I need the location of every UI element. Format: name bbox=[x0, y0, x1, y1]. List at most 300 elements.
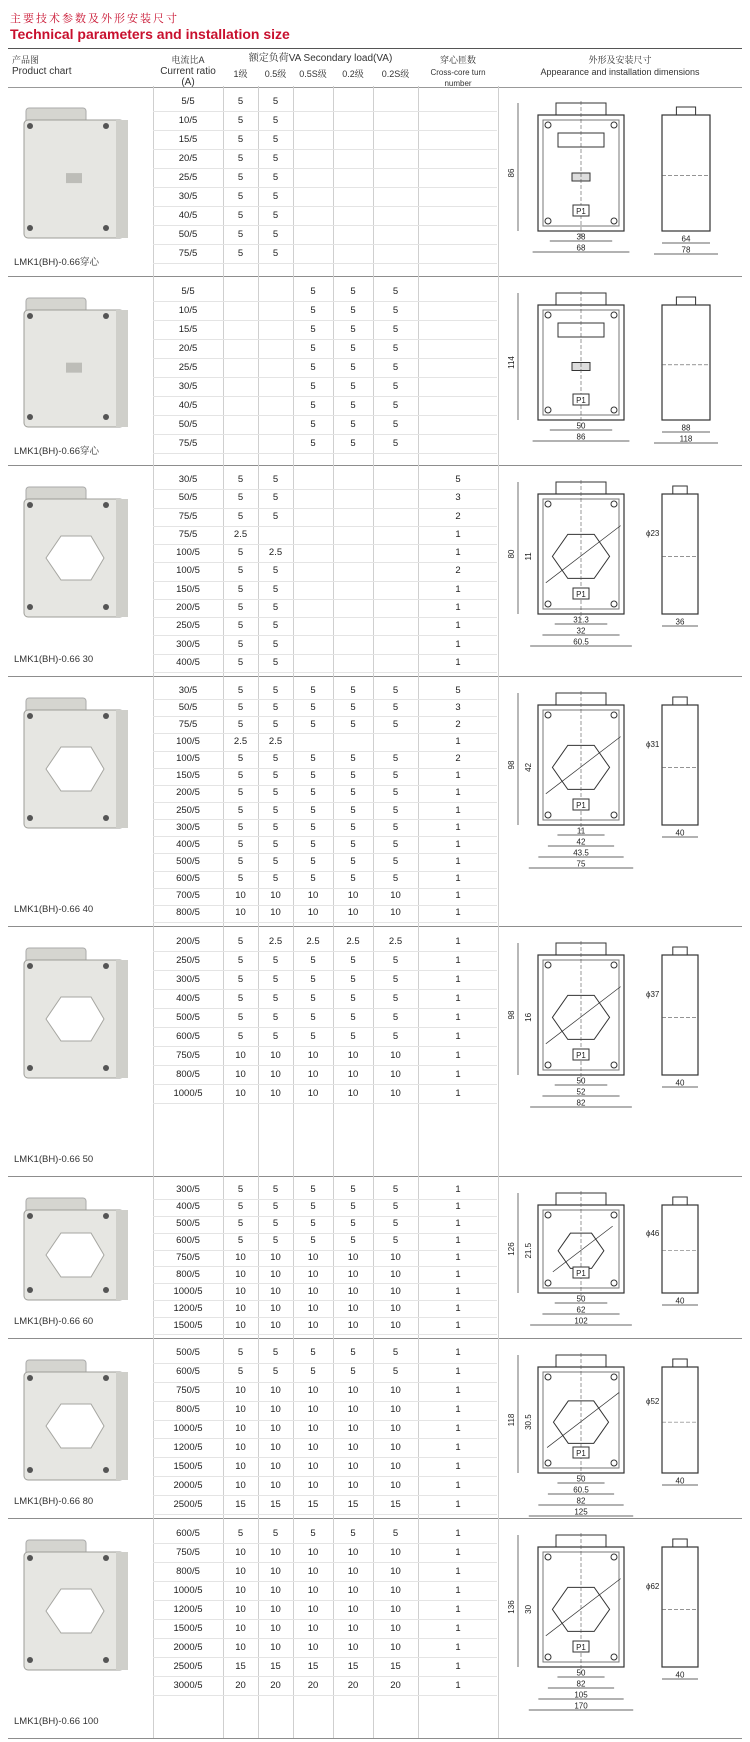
table-cell: 1 bbox=[455, 954, 461, 966]
header-dims-cn: 外形及安装尺寸 bbox=[588, 55, 652, 65]
dimension-label: 50 bbox=[576, 1294, 586, 1304]
table-cell: 10 bbox=[235, 1479, 246, 1491]
table-cell: 10 bbox=[390, 1641, 401, 1653]
table-cell: 5 bbox=[310, 787, 316, 799]
dimension-label: 62 bbox=[576, 1305, 586, 1315]
table-cell: 10 bbox=[270, 1385, 281, 1397]
table-cell: 10 bbox=[307, 1251, 319, 1263]
dimension-label: ϕ46 bbox=[646, 1228, 660, 1238]
table-cell: 2.5 bbox=[233, 735, 248, 747]
table-cell: 5 bbox=[350, 1201, 356, 1213]
table-cell: 10 bbox=[270, 1302, 281, 1314]
table-cell: 5 bbox=[392, 718, 399, 730]
table-cell: 1 bbox=[455, 1603, 461, 1615]
table-cell: 2 bbox=[455, 718, 461, 730]
table-cell: 50/5 bbox=[178, 228, 198, 240]
table-cell: 10 bbox=[390, 890, 401, 902]
table-cell: 600/5 bbox=[176, 1527, 200, 1539]
table-cell: 5 bbox=[392, 1218, 399, 1230]
table-cell: 10 bbox=[347, 1441, 359, 1453]
dimension-label: 80 bbox=[507, 549, 516, 559]
dimension-label: 38 bbox=[576, 232, 586, 242]
table-cell: 5 bbox=[237, 873, 244, 885]
table-cell: 5 bbox=[392, 973, 399, 985]
product-section bbox=[8, 465, 742, 677]
table-cell: 5 bbox=[237, 770, 244, 782]
table-cell: 1 bbox=[455, 804, 461, 816]
table-cell: 10 bbox=[270, 1565, 281, 1577]
table-cell: 300/5 bbox=[176, 973, 200, 985]
table-cell: 10 bbox=[307, 1441, 319, 1453]
table-cell: 10 bbox=[270, 1546, 281, 1558]
table-cell: 5 bbox=[310, 1011, 316, 1023]
model-name: LMK1(BH)-0.66 50 bbox=[14, 1154, 94, 1165]
dimension-label: 75 bbox=[576, 859, 586, 869]
table-cell: 5 bbox=[310, 1184, 316, 1196]
table-cell: 5 bbox=[350, 380, 356, 392]
table-cell: 20 bbox=[390, 1679, 401, 1691]
table-cell: 1200/5 bbox=[173, 1441, 203, 1453]
product-section bbox=[8, 1176, 742, 1339]
table-cell: 5 bbox=[392, 787, 399, 799]
table-cell: 5 bbox=[272, 701, 279, 713]
table-cell: 5 bbox=[272, 492, 279, 504]
table-cell: 5 bbox=[310, 1030, 316, 1042]
table-cell: 1200/5 bbox=[173, 1603, 203, 1615]
table-cell: 10 bbox=[347, 890, 359, 902]
dimension-label: 68 bbox=[576, 243, 586, 253]
table-cell: 10 bbox=[270, 1622, 281, 1634]
table-cell: 5 bbox=[237, 228, 244, 240]
row-divider bbox=[153, 922, 497, 923]
table-cell: 10 bbox=[307, 1622, 319, 1634]
table-cell: 5 bbox=[272, 1011, 279, 1023]
dimension-label: 136 bbox=[507, 1600, 516, 1614]
table-cell: 5 bbox=[392, 304, 399, 316]
table-cell: 5 bbox=[392, 399, 399, 411]
table-cell: 1500/5 bbox=[173, 1622, 203, 1634]
table-cell: 20/5 bbox=[178, 152, 198, 164]
table-cell: 5 bbox=[350, 1527, 356, 1539]
table-cell: 5 bbox=[237, 492, 244, 504]
table-cell: 10 bbox=[390, 1441, 401, 1453]
table-cell: 5 bbox=[310, 1366, 316, 1378]
dimension-label: 118 bbox=[507, 1413, 516, 1427]
table-cell: 1000/5 bbox=[173, 1422, 203, 1434]
table-cell: 1 bbox=[455, 583, 461, 595]
table-cell: 1 bbox=[455, 1546, 461, 1558]
table-cell: 1 bbox=[455, 656, 461, 668]
dimension-label: 82 bbox=[576, 1679, 586, 1689]
table-cell: 5 bbox=[237, 583, 244, 595]
table-cell: 2.5 bbox=[268, 935, 283, 947]
table-cell: 10 bbox=[307, 1285, 319, 1297]
table-cell: 5 bbox=[237, 95, 244, 107]
table-cell: 10 bbox=[390, 1584, 401, 1596]
table-cell: 300/5 bbox=[176, 821, 200, 833]
table-cell: 1 bbox=[455, 1068, 461, 1080]
table-cell: 5 bbox=[392, 992, 399, 1004]
table-cell: 5 bbox=[272, 638, 279, 650]
table-cell: 10 bbox=[235, 1422, 246, 1434]
dimension-label: P1 bbox=[576, 1643, 586, 1652]
table-cell: 1 bbox=[455, 838, 461, 850]
table-cell: 10 bbox=[347, 907, 359, 919]
table-cell: 10 bbox=[235, 1319, 246, 1331]
table-cell: 10 bbox=[390, 1068, 401, 1080]
table-cell: 10 bbox=[390, 1049, 401, 1061]
table-cell: 5 bbox=[350, 1218, 356, 1230]
table-cell: 10 bbox=[307, 890, 319, 902]
dimension-drawing bbox=[502, 283, 742, 463]
table-cell: 10 bbox=[270, 1404, 281, 1416]
table-cell: 1 bbox=[455, 1498, 461, 1510]
table-cell: 5 bbox=[272, 770, 279, 782]
row-divider bbox=[153, 1334, 497, 1335]
table-cell: 10 bbox=[235, 1460, 246, 1472]
table-cell: 5 bbox=[272, 228, 279, 240]
header-dims-en: Appearance and installation dimensions bbox=[540, 67, 700, 77]
table-cell: 5 bbox=[272, 821, 279, 833]
table-cell: 1 bbox=[455, 1584, 461, 1596]
table-cell: 1 bbox=[455, 1302, 461, 1314]
table-cell: 1 bbox=[455, 770, 461, 782]
table-cell: 5 bbox=[392, 821, 399, 833]
table-cell: 2000/5 bbox=[173, 1641, 203, 1653]
dimension-label: 88 bbox=[681, 423, 691, 433]
table-cell: 5 bbox=[237, 684, 244, 696]
table-cell: 10 bbox=[390, 907, 401, 919]
table-cell: 5 bbox=[272, 583, 279, 595]
table-cell: 500/5 bbox=[176, 1218, 200, 1230]
table-cell: 5 bbox=[310, 380, 316, 392]
table-cell: 2.5 bbox=[268, 735, 283, 747]
table-cell: 1 bbox=[455, 935, 461, 947]
table-cell: 5 bbox=[310, 304, 316, 316]
table-cell: 10 bbox=[390, 1565, 401, 1577]
table-cell: 5 bbox=[310, 1218, 316, 1230]
table-cell: 5 bbox=[310, 285, 316, 297]
table-cell: 800/5 bbox=[176, 1404, 200, 1416]
table-cell: 1 bbox=[455, 1404, 461, 1416]
table-cell: 5 bbox=[350, 1184, 356, 1196]
table-cell: 75/5 bbox=[178, 718, 198, 730]
row-divider bbox=[153, 263, 497, 264]
table-cell: 10 bbox=[235, 1049, 246, 1061]
table-cell: 400/5 bbox=[176, 992, 200, 1004]
header-load-col: 0.2级 bbox=[342, 69, 364, 79]
table-cell: 10 bbox=[270, 1049, 281, 1061]
table-cell: 1 bbox=[455, 1660, 461, 1672]
table-cell: 5 bbox=[237, 855, 244, 867]
table-cell: 5 bbox=[310, 718, 316, 730]
table-cell: 75/5 bbox=[178, 437, 198, 449]
dimension-label: P1 bbox=[576, 1051, 586, 1060]
row-divider bbox=[153, 1695, 497, 1696]
table-cell: 5 bbox=[392, 1235, 399, 1247]
dimension-label: 40 bbox=[675, 1296, 685, 1306]
table-cell: 10 bbox=[235, 1302, 246, 1314]
table-cell: 10 bbox=[307, 1546, 319, 1558]
dimension-label: 50 bbox=[576, 421, 586, 431]
table-cell: 20 bbox=[270, 1679, 281, 1691]
table-cell: 1 bbox=[455, 1679, 461, 1691]
product-section bbox=[8, 86, 742, 277]
dimension-label: P1 bbox=[576, 207, 586, 216]
table-cell: 10 bbox=[270, 1251, 281, 1263]
table-cell: 1 bbox=[455, 1030, 461, 1042]
table-cell: 5 bbox=[237, 992, 244, 1004]
table-cell: 5 bbox=[310, 1201, 316, 1213]
table-cell: 75/5 bbox=[178, 510, 198, 522]
dimension-label: 40 bbox=[675, 1078, 685, 1088]
table-cell: 5 bbox=[272, 190, 279, 202]
table-cell: 2.5 bbox=[346, 935, 360, 947]
table-cell: 150/5 bbox=[176, 583, 200, 595]
table-cell: 600/5 bbox=[176, 1030, 200, 1042]
header-product-en: Product chart bbox=[12, 66, 72, 77]
table-cell: 50/5 bbox=[178, 492, 198, 504]
table-cell: 5 bbox=[350, 285, 356, 297]
table-cell: 10 bbox=[347, 1268, 359, 1280]
dimension-drawing bbox=[502, 933, 742, 1174]
table-cell: 1 bbox=[455, 973, 461, 985]
table-cell: 10 bbox=[307, 1584, 319, 1596]
heading-cn: 主要技术参数及外形安装尺寸 bbox=[10, 12, 179, 25]
table-cell: 500/5 bbox=[176, 855, 200, 867]
table-cell: 200/5 bbox=[176, 787, 200, 799]
dimension-label: ϕ37 bbox=[646, 990, 660, 999]
table-cell: 10 bbox=[235, 1441, 246, 1453]
table-cell: 1 bbox=[455, 1366, 461, 1378]
table-cell: 100/5 bbox=[176, 735, 200, 747]
table-cell: 5 bbox=[272, 1347, 279, 1359]
table-cell: 1500/5 bbox=[173, 1319, 203, 1331]
table-cell: 10 bbox=[347, 1285, 359, 1297]
table-cell: 5 bbox=[350, 873, 356, 885]
table-cell: 5 bbox=[272, 247, 279, 259]
table-cell: 5 bbox=[392, 418, 399, 430]
table-cell: 5 bbox=[272, 602, 279, 614]
dimension-label: 42 bbox=[576, 837, 586, 847]
header-load-title: 额定负荷VA Secondary load(VA) bbox=[248, 53, 393, 64]
table-cell: 5 bbox=[272, 718, 279, 730]
table-cell: 10 bbox=[390, 1385, 401, 1397]
table-cell: 750/5 bbox=[176, 1546, 200, 1558]
table-cell: 5 bbox=[350, 323, 356, 335]
table-cell: 5 bbox=[237, 787, 244, 799]
table-cell: 1 bbox=[455, 1385, 461, 1397]
table-cell: 5 bbox=[392, 753, 399, 765]
table-cell: 5 bbox=[272, 1201, 279, 1213]
table-cell: 800/5 bbox=[176, 1565, 200, 1577]
table-cell: 400/5 bbox=[176, 1201, 200, 1213]
table-cell: 10 bbox=[347, 1584, 359, 1596]
table-cell: 2 bbox=[455, 510, 461, 522]
table-cell: 10 bbox=[307, 1087, 319, 1099]
table-cell: 800/5 bbox=[176, 907, 200, 919]
table-cell: 10 bbox=[347, 1087, 359, 1099]
table-header bbox=[8, 48, 742, 88]
table-cell: 15 bbox=[270, 1498, 281, 1510]
table-cell: 5 bbox=[272, 787, 279, 799]
dimension-label: ϕ31 bbox=[646, 740, 660, 749]
table-cell: 1 bbox=[455, 1347, 461, 1359]
table-cell: 2.5 bbox=[268, 547, 283, 559]
row-divider bbox=[153, 672, 497, 673]
table-cell: 75/5 bbox=[178, 528, 198, 540]
table-cell: 5 bbox=[350, 342, 356, 354]
table-cell: 2500/5 bbox=[173, 1498, 203, 1510]
table-cell: 5 bbox=[237, 510, 244, 522]
table-cell: 10 bbox=[235, 1385, 246, 1397]
table-cell: 5 bbox=[272, 565, 279, 577]
model-name: LMK1(BH)-0.66穿心 bbox=[14, 446, 99, 457]
dimension-label: 30 bbox=[524, 1604, 533, 1614]
table-cell: 2000/5 bbox=[173, 1479, 203, 1491]
header-load-col: 0.2S级 bbox=[381, 69, 410, 79]
table-cell: 5 bbox=[237, 935, 244, 947]
table-cell: 10 bbox=[270, 890, 281, 902]
table-cell: 100/5 bbox=[176, 547, 200, 559]
dimension-label: 102 bbox=[574, 1316, 588, 1326]
table-cell: 10 bbox=[307, 1068, 319, 1080]
table-cell: 10 bbox=[347, 1479, 359, 1491]
table-cell: 5 bbox=[392, 855, 399, 867]
table-cell: 1 bbox=[455, 890, 461, 902]
table-cell: 10 bbox=[307, 1319, 319, 1331]
table-cell: 1 bbox=[455, 855, 461, 867]
dimension-label: 98 bbox=[507, 1010, 516, 1020]
table-cell: 5 bbox=[392, 701, 399, 713]
table-cell: 20 bbox=[235, 1679, 246, 1691]
table-cell: 5 bbox=[272, 838, 279, 850]
table-cell: 5 bbox=[272, 209, 279, 221]
table-cell: 15 bbox=[235, 1660, 246, 1672]
table-cell: 1 bbox=[455, 1319, 461, 1331]
table-cell: 5 bbox=[237, 1218, 244, 1230]
table-cell: 1 bbox=[455, 1460, 461, 1472]
table-cell: 100/5 bbox=[176, 565, 200, 577]
table-cell: 10 bbox=[390, 1603, 401, 1615]
table-cell: 5 bbox=[350, 399, 356, 411]
table-cell: 5 bbox=[272, 656, 279, 668]
table-cell: 5 bbox=[350, 787, 356, 799]
table-cell: 1 bbox=[455, 821, 461, 833]
table-cell: 5 bbox=[392, 1011, 399, 1023]
table-cell: 5 bbox=[272, 1235, 279, 1247]
table-cell: 600/5 bbox=[176, 1366, 200, 1378]
table-cell: 5 bbox=[237, 638, 244, 650]
table-cell: 10 bbox=[307, 1641, 319, 1653]
table-cell: 5 bbox=[392, 1347, 399, 1359]
table-cell: 600/5 bbox=[176, 873, 200, 885]
table-cell: 5 bbox=[237, 209, 244, 221]
model-name: LMK1(BH)-0.66 100 bbox=[14, 1716, 99, 1727]
table-cell: 10 bbox=[235, 1404, 246, 1416]
table-cell: 3 bbox=[455, 492, 461, 504]
dimension-label: 86 bbox=[507, 168, 516, 178]
table-cell: 300/5 bbox=[176, 638, 200, 650]
table-cell: 5 bbox=[392, 285, 399, 297]
dimension-label: 36 bbox=[675, 617, 685, 627]
table-cell: 1 bbox=[455, 1011, 461, 1023]
table-cell: 20 bbox=[307, 1679, 319, 1691]
table-cell: 10 bbox=[347, 1302, 359, 1314]
header-turns-cn: 穿心匝数 bbox=[439, 55, 476, 65]
table-cell: 15/5 bbox=[178, 133, 198, 145]
table-cell: 5 bbox=[237, 547, 244, 559]
table-cell: 10/5 bbox=[178, 114, 198, 126]
table-cell: 5 bbox=[272, 474, 279, 486]
table-cell: 10 bbox=[390, 1479, 401, 1491]
table-cell: 5 bbox=[272, 510, 279, 522]
table-cell: 5 bbox=[237, 821, 244, 833]
table-cell: 30/5 bbox=[178, 190, 198, 202]
table-cell: 10 bbox=[390, 1285, 401, 1297]
table-cell: 10 bbox=[390, 1319, 401, 1331]
table-cell: 10 bbox=[235, 1251, 246, 1263]
table-cell: 5 bbox=[350, 361, 356, 373]
table-cell: 500/5 bbox=[176, 1011, 200, 1023]
table-cell: 50/5 bbox=[178, 418, 198, 430]
table-cell: 700/5 bbox=[176, 890, 200, 902]
table-cell: 10 bbox=[390, 1087, 401, 1099]
dimension-label: P1 bbox=[576, 801, 586, 810]
table-cell: 10 bbox=[347, 1049, 359, 1061]
table-cell: 250/5 bbox=[176, 804, 200, 816]
table-cell: 1 bbox=[455, 735, 461, 747]
table-cell: 75/5 bbox=[178, 247, 198, 259]
table-cell: 5 bbox=[237, 152, 244, 164]
table-cell: 1 bbox=[455, 1201, 461, 1213]
table-cell: 1 bbox=[455, 1251, 461, 1263]
table-cell: 5 bbox=[350, 992, 356, 1004]
table-cell: 10 bbox=[270, 1584, 281, 1596]
dimension-label: 30.5 bbox=[524, 1414, 533, 1430]
table-cell: 5 bbox=[310, 701, 316, 713]
table-cell: 5 bbox=[272, 954, 279, 966]
table-cell: 10 bbox=[235, 1285, 246, 1297]
table-cell: 5 bbox=[272, 114, 279, 126]
product-section bbox=[8, 926, 742, 1177]
table-cell: 5 bbox=[392, 804, 399, 816]
table-cell: 1 bbox=[455, 1235, 461, 1247]
table-cell: 750/5 bbox=[176, 1385, 200, 1397]
table-cell: 10 bbox=[307, 1565, 319, 1577]
product-section bbox=[8, 1518, 742, 1739]
table-cell: 600/5 bbox=[176, 1235, 200, 1247]
table-cell: 5 bbox=[237, 190, 244, 202]
table-cell: 5 bbox=[272, 1030, 279, 1042]
table-cell: 15 bbox=[307, 1660, 319, 1672]
table-cell: 10 bbox=[307, 1479, 319, 1491]
table-cell: 10 bbox=[347, 1603, 359, 1615]
table-cell: 200/5 bbox=[176, 602, 200, 614]
table-cell: 15 bbox=[235, 1498, 246, 1510]
table-cell: 100/5 bbox=[176, 753, 200, 765]
dimension-label: 40 bbox=[675, 1670, 685, 1680]
dimension-label: 78 bbox=[681, 245, 691, 255]
table-cell: 10 bbox=[390, 1622, 401, 1634]
table-cell: 25/5 bbox=[178, 361, 198, 373]
table-cell: 10 bbox=[390, 1404, 401, 1416]
table-cell: 5/5 bbox=[181, 285, 195, 297]
dimension-label: ϕ52 bbox=[646, 1397, 660, 1407]
dimension-label: 118 bbox=[679, 434, 693, 444]
table-cell: 5 bbox=[272, 620, 279, 632]
table-cell: 10 bbox=[270, 1319, 281, 1331]
